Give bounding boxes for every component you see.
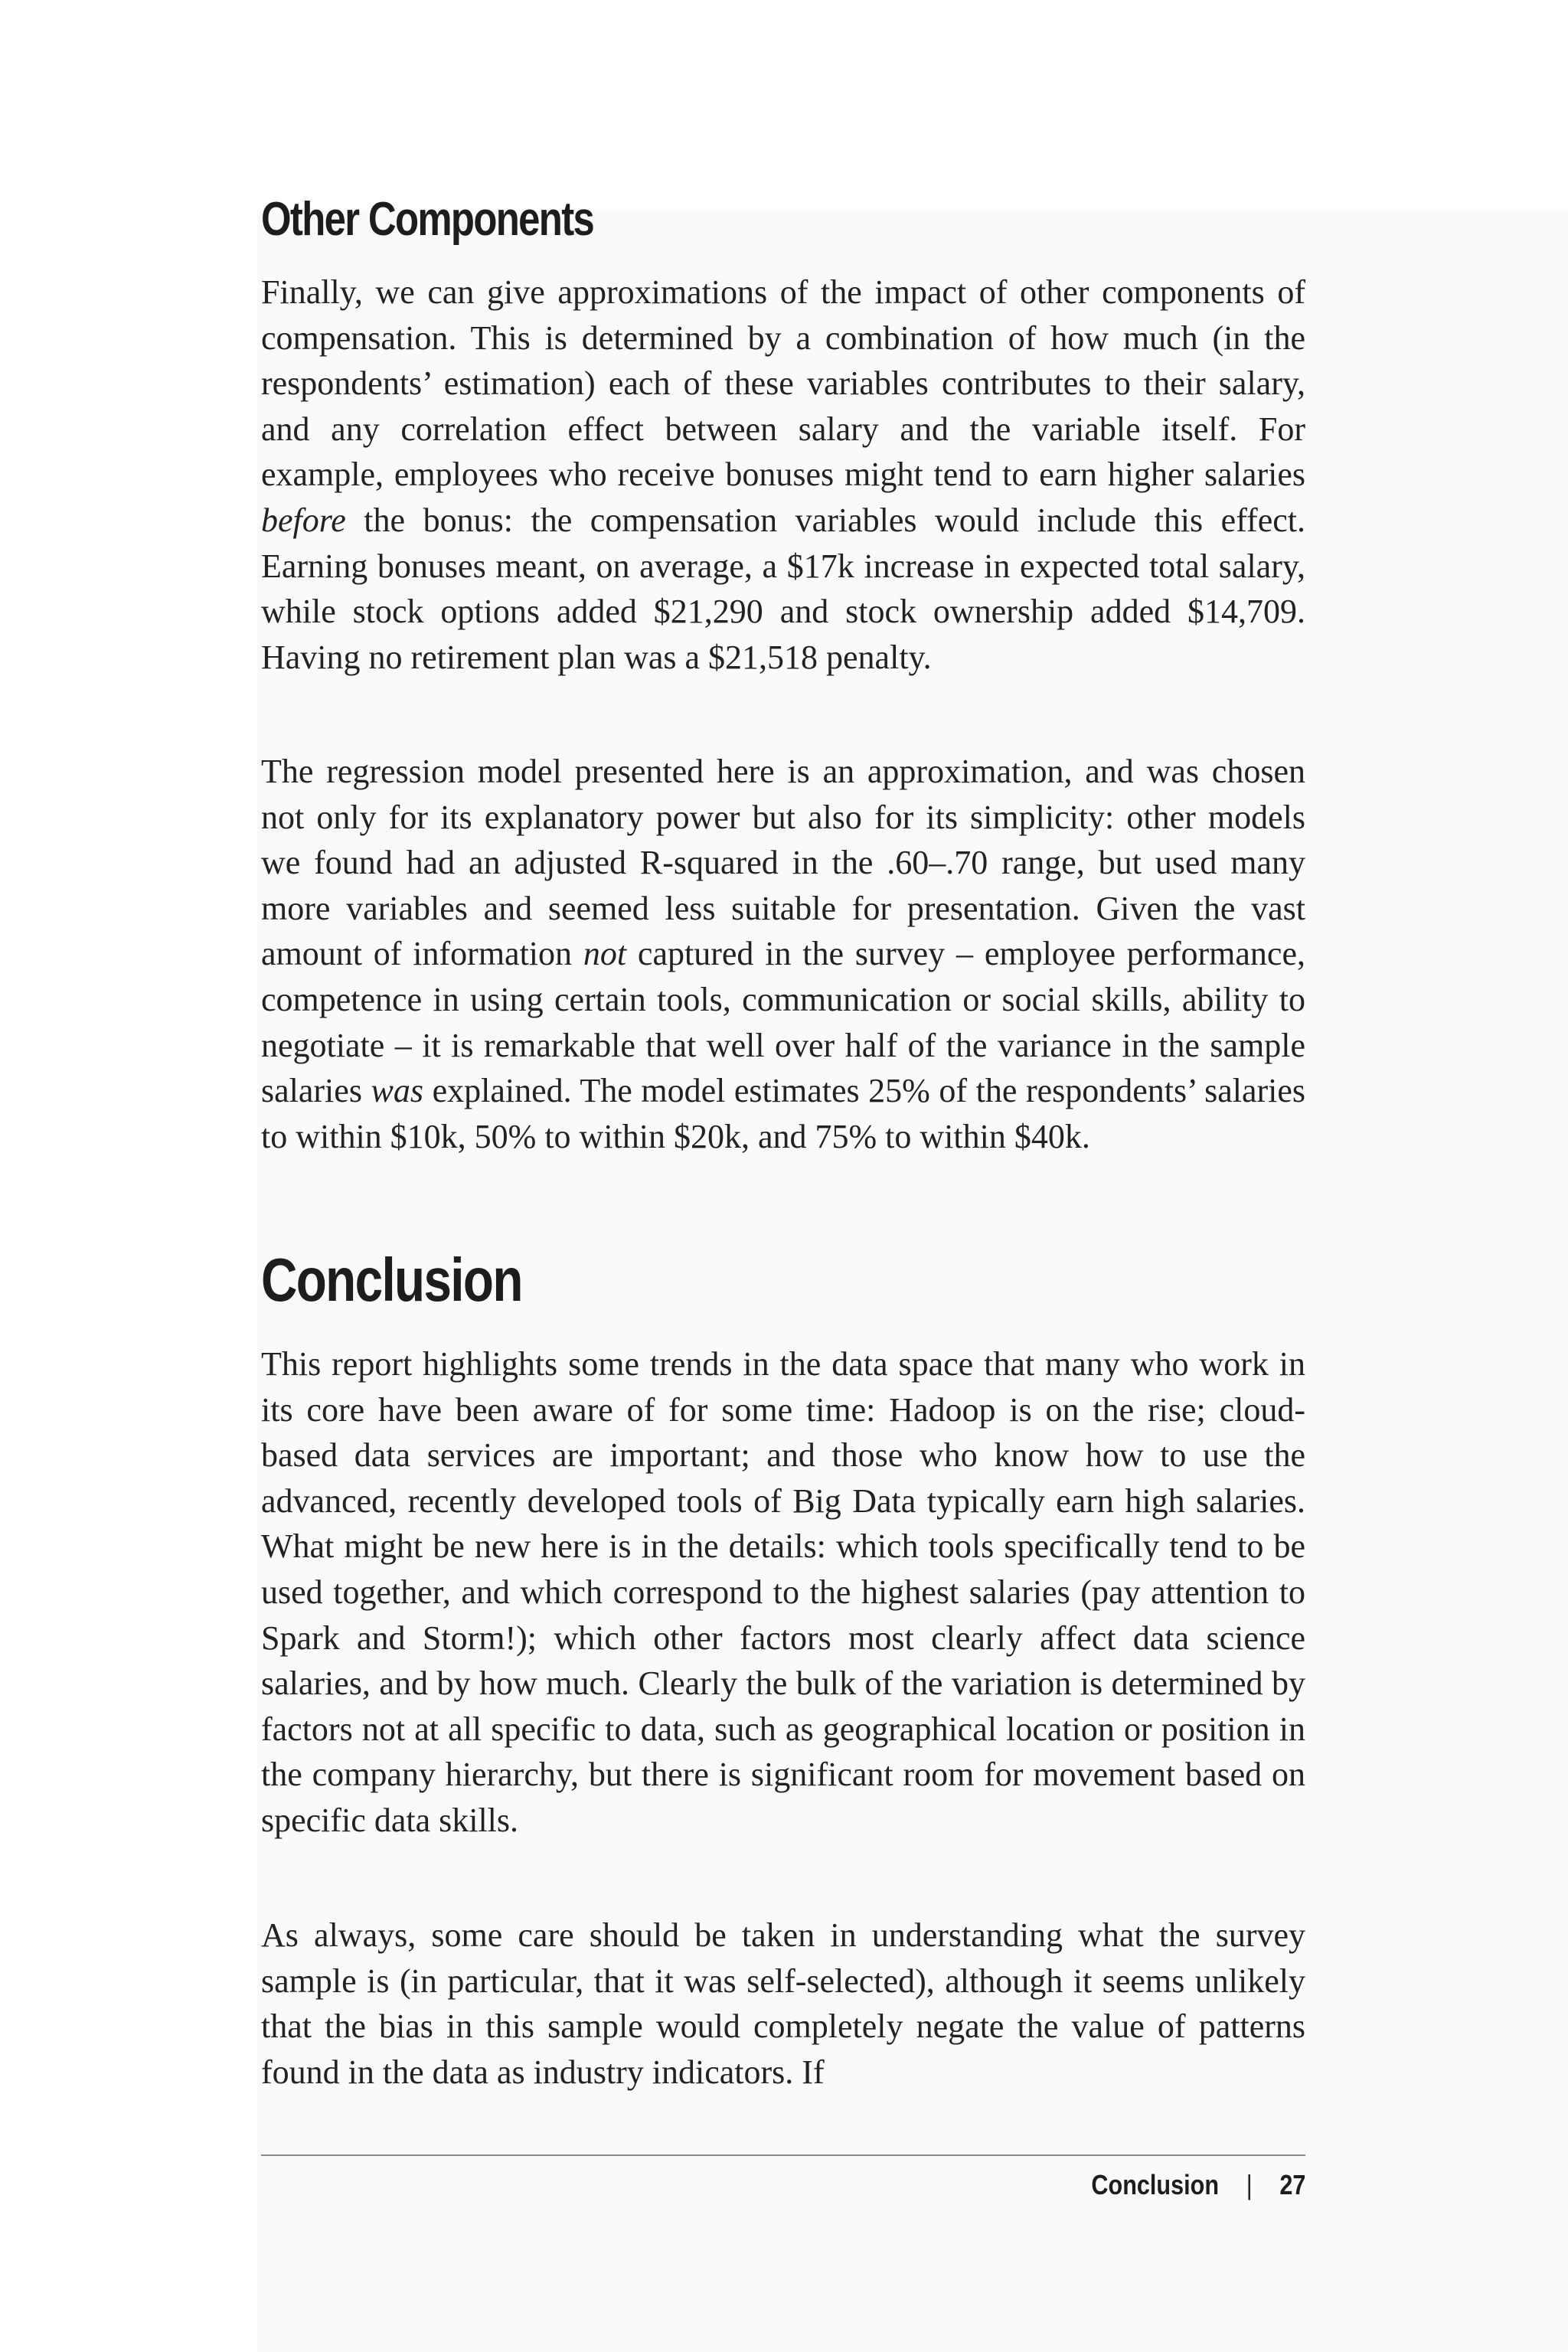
footer-section-title: Conclusion [1091, 2169, 1219, 2200]
paragraph-other-components-1: Finally, we can give approximations of the impact of other components of compensation. This is determined by a combination of how much (in the respondents’ estimation) each of these variables contributes to their salary, and any correlation effect between salary and the variable itself. For example, employees who receive bonuses might tend to earn higher salaries before the bonus: the compensation variables would include this effect. Earning bonuses meant, on average, a $17k increase in expected total salary, while stock options added $21,290 and stock ownership added $14,709. Having no retirement plan was a $21,518 penalty. [261, 273, 1305, 676]
emphasis-before: before [261, 501, 346, 539]
paragraph-conclusion-1: This report highlights some trends in the data space that many who work in its core have been aware of for some time: Hadoop is on the rise; cloud-based data services are important; and those who know how to use the advanced, recently developed tools of Big Data typically earn high salaries. What might be new here is in the details: which tools specifically tend to be used together, and which correspond to the highest salaries (pay attention to Spark and Storm!); which other factors most clearly affect data science salaries, and by how much. Clearly the bulk of the variation is determined by factors not at all specific to data, such as geographical location or position in the company hierarchy, but there is significant room for movement based on specific data skills. [261, 1345, 1305, 1839]
emphasis-was: was [371, 1072, 423, 1110]
footer-separator: | [1246, 2169, 1253, 2200]
page-number: 27 [1279, 2169, 1305, 2200]
section-heading-conclusion: Conclusion [261, 1246, 522, 1314]
paragraph-conclusion-2: As always, some care should be taken in understanding what the survey sample is (in particular, that it was self-selected), although it seems unlikely that the bias in this sample would completely negate the value of patterns found in the data as industry indicators. If [261, 1916, 1305, 2091]
section-heading-other-components: Other Components [261, 193, 594, 246]
paragraph-other-components-2: The regression model presented here is an approximation, and was chosen not only for its explanatory power but also for its simplicity: other models we found had an adjusted R-squared in the .60–.70 range, but used many more variables and seemed less suitable for presentation. Given the vast amount of information not captured in the survey – employee performance, competence in using certain tools, communication or social skills, ability to negotiate – it is remarkable that well over half of the variance in the sample salaries was explained. The model estimates 25% of the respondents’ salaries to within $10k, 50% to within $20k, and 75% to within $40k. [261, 753, 1306, 1155]
footer-divider [261, 2154, 1305, 2156]
emphasis-not: not [583, 935, 627, 973]
page-footer [1091, 2164, 1305, 2207]
